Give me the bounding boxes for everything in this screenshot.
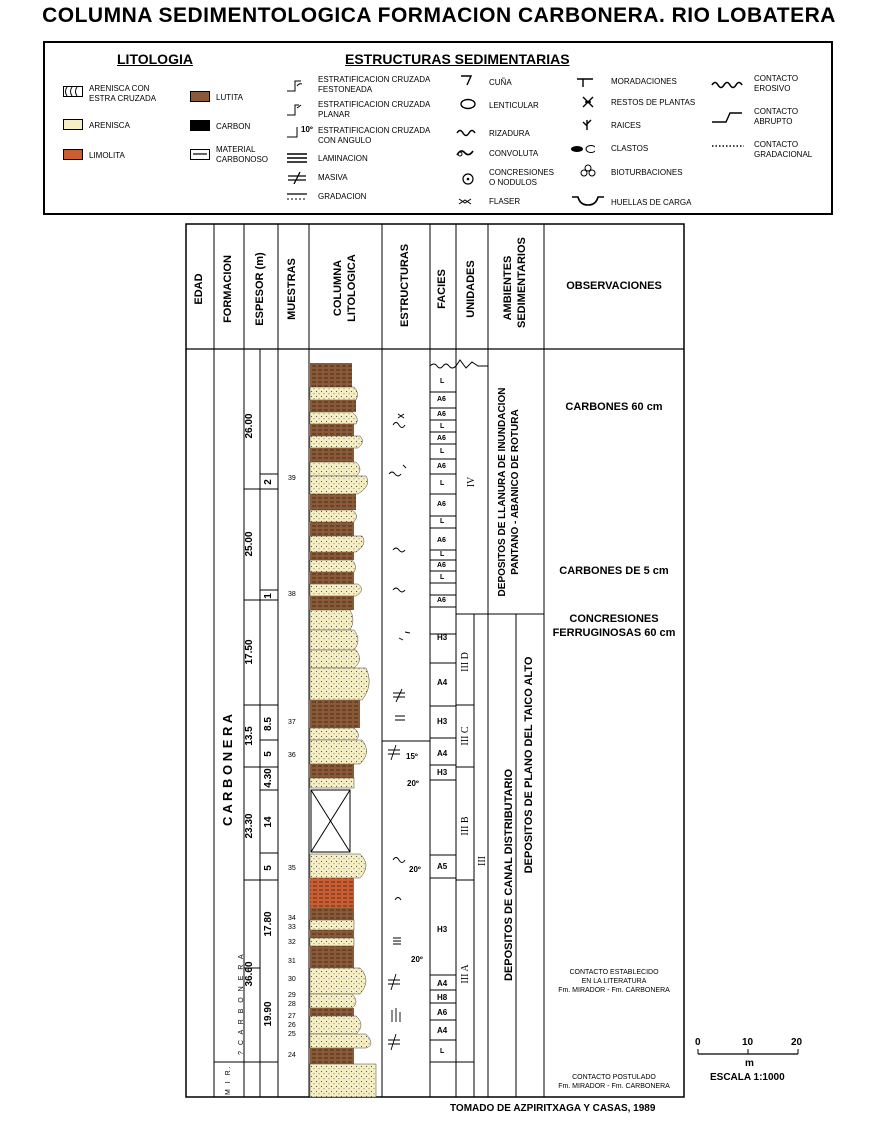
unit-iii-a: III A [460,964,471,984]
formation-carbonera-small: ? C A R B O N E R A [238,952,245,1055]
legend-label-contacto-erosivo: CONTACTO EROSIVO [754,74,799,93]
ambiente-canal: DEPOSITOS DE CANAL DISTRIBUTARIO [503,768,515,982]
facies-24: A6 [437,1008,448,1017]
facies-9: L [440,518,445,525]
facies-10: A6 [437,537,446,544]
facies-23: H8 [437,993,448,1002]
facies-18: A4 [437,749,448,758]
sample-39: 39 [288,475,296,482]
header-muestras: MUESTRAS [286,258,298,320]
scale-tick-20: 20 [791,1037,803,1048]
structure-symbols [388,414,410,1050]
unit-iii-d: III D [460,652,471,672]
facies-8: A6 [437,501,446,508]
thickness-26: 26.00 [244,413,255,439]
legend-label-gradacion: GRADACION [318,192,367,201]
formation-carbonera: C A R B O N E R A [220,714,235,826]
facies-2: A6 [437,411,446,418]
facies-25: A4 [437,1026,448,1035]
unit-iii-c: III C [460,726,471,746]
obs-contacto-establecido: CONTACTO ESTABLECIDO EN LA LITERATURA Fm. MIRADOR - Fm. CARBONERA [558,969,670,994]
facies-16: A4 [437,678,448,687]
sample-29: 29 [288,992,296,999]
legend-label-raices: RAICES [611,121,641,130]
obs-concresiones: CONCRESIONES FERRUGINOSAS 60 cm [552,613,676,639]
facies-26: L [440,1048,445,1055]
legend-label-estr-planar: ESTRATIFICACION CRUZADA PLANAR [318,100,431,119]
facies-22: A4 [437,979,448,988]
source-credit: TOMADO DE AZPIRITXAGA Y CASAS, 1989 [450,1103,656,1114]
legend-label-convoluta: CONVOLUTA [489,149,539,158]
thickness-sub-4-30: 4.30 [263,768,274,788]
sample-37: 37 [288,719,296,726]
legend-label-lenticular: LENTICULAR [489,101,539,110]
thickness-sub-17-80: 17.80 [263,911,274,937]
legend-angle: 10º [301,125,313,134]
facies-0: L [440,378,445,385]
angle-20c: 20º [411,955,423,964]
estructuras-heading: ESTRUCTURAS SEDIMENTARIAS [345,51,570,67]
header-edad: EDAD [193,273,205,305]
legend-label-carbon: CARBON [216,122,251,131]
sample-26: 26 [288,1022,296,1029]
facies-21: H3 [437,925,448,934]
header-espesor: ESPESOR (m) [254,252,266,326]
thickness-sub-14: 14 [263,816,274,828]
thickness-sub-1: 1 [263,593,274,599]
obs-carbones-5: CARBONES DE 5 cm [559,565,669,577]
unit-iii: III [477,856,488,866]
legend-label-material-carbonoso: MATERIAL CARBONOSO [216,145,269,164]
sample-28: 28 [288,1001,296,1008]
legend-label-estr-angulo: ESTRATIFICACION CRUZADA CON ANGULO [318,126,431,145]
facies-13: L [440,574,445,581]
scale-label: ESCALA 1:1000 [710,1072,785,1083]
thickness-sub-5a: 5 [263,751,274,757]
thickness-sub-19-90: 19.90 [263,1001,274,1027]
thickness-25: 25.00 [244,531,255,557]
facies-12: A6 [437,562,446,569]
sample-33: 33 [288,924,296,931]
header-observaciones: OBSERVACIONES [566,280,662,292]
thickness-sub-8-5: 8.5 [263,717,274,731]
legend-label-bioturbaciones: BIOTURBACIONES [611,168,683,177]
litologia-heading: LITOLOGIA [117,51,193,67]
sample-36: 36 [288,752,296,759]
angle-20a: 20º [407,779,419,788]
facies-3: L [440,423,445,430]
sample-31: 31 [288,958,296,965]
sample-24: 24 [288,1052,296,1059]
legend-label-laminacion: LAMINACION [318,154,368,163]
legend-label-contacto-abrupto: CONTACTO ABRUPTO [754,107,799,126]
header-facies: FACIES [436,269,448,309]
thickness-36-60: 36.60 [244,961,255,987]
header-estructuras: ESTRUCTURAS [399,243,411,327]
legend-label-masiva: MASIVA [318,173,348,182]
thickness-23-30: 23.30 [244,813,255,839]
facies-5: L [440,448,445,455]
facies-6: A6 [437,463,446,470]
sample-25: 25 [288,1031,296,1038]
header-columna-litologica: COLUMNA LITOLOGICA [332,254,358,322]
facies-1: A6 [437,396,446,403]
facies-19: H3 [437,768,448,777]
facies-17: H3 [437,717,448,726]
header-unidades: UNIDADES [465,260,477,318]
header-ambientes: AMBIENTES SEDIMENTARIOS [502,237,528,328]
ambiente-plano-deltaico: DEPOSITOS DE PLANO DEL TAICO ALTO [523,656,535,874]
facies-4: A6 [437,435,446,442]
ambiente-llanura: DEPOSITOS DE LLANURA DE INUNDACION PANTANO - ABANICO DE ROTURA [497,387,521,597]
sample-27: 27 [288,1013,296,1020]
sample-35: 35 [288,865,296,872]
angle-15: 15º [406,752,418,761]
sample-38: 38 [288,591,296,598]
legend-label-contacto-gradacional: CONTACTO GRADACIONAL [754,140,813,159]
scale-unit: m [745,1058,754,1069]
sample-32: 32 [288,939,296,946]
obs-contacto-postulado: CONTACTO POSTULADO Fm. MIRADOR - Fm. CARBONERA [558,1074,670,1090]
facies-15: H3 [437,633,448,642]
legend-label-arenisca: ARENISCA [89,121,130,130]
legend-label-cuna: CUÑA [489,78,512,87]
thickness-13-5: 13.5 [244,726,255,746]
unit-iii-b: III B [460,816,471,836]
header-formacion: FORMACION [222,255,234,323]
scale-tick-0: 0 [695,1037,701,1048]
page-title: COLUMNA SEDIMENTOLOGICA FORMACION CARBONERA. RIO LOBATERA [42,4,836,27]
legend-label-moradaciones: MORADACIONES [611,77,677,86]
thickness-17-50: 17.50 [244,639,255,665]
sample-34: 34 [288,915,296,922]
angle-20b: 20º [409,865,421,874]
facies-11: L [440,551,445,558]
lithology-beds [310,363,376,1097]
legend-label-rizadura: RIZADURA [489,129,530,138]
legend-label-lutita: LUTITA [216,93,243,102]
legend-label-flaser: FLASER [489,197,521,206]
thickness-sub-5b: 5 [263,865,274,871]
legend-label-restos-plantas: RESTOS DE PLANTAS [611,98,696,107]
obs-carbones-60: CARBONES 60 cm [565,401,663,413]
facies-14: A6 [437,597,446,604]
scale-tick-10: 10 [742,1037,754,1048]
sample-30: 30 [288,976,296,983]
legend-label-estr-festoneada: ESTRATIFICACION CRUZADA FESTONEADA [318,75,431,94]
legend-label-concresiones: CONCRESIONES O NODULOS [489,168,554,187]
legend-label-limolita: LIMOLITA [89,151,125,160]
facies-20: A5 [437,862,448,871]
formation-mirador: M I R. [225,1064,232,1095]
legend-label-arenisca-cruzada: ARENISCA CON ESTRA CRUZADA [89,84,157,103]
legend-label-huellas-carga: HUELLAS DE CARGA [611,198,692,207]
facies-7: L [440,480,445,487]
thickness-sub-2: 2 [263,479,274,485]
legend-label-clastos: CLASTOS [611,144,649,153]
unit-iv: IV [466,476,477,488]
